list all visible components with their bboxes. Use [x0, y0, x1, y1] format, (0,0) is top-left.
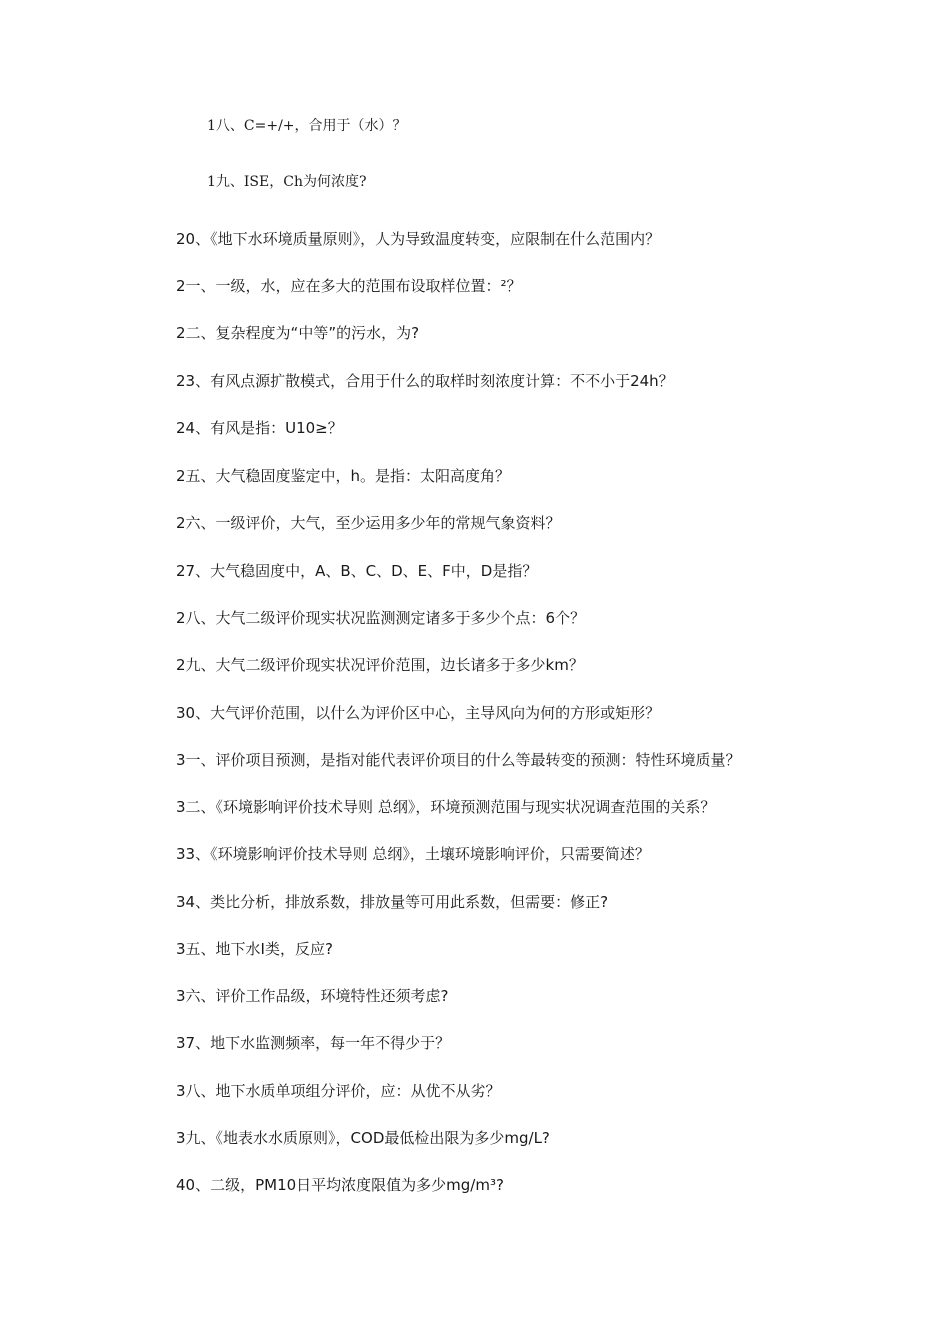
question-26: 2六、一级评价，大气，至少运用多少年的常规气象资料？	[176, 514, 561, 532]
question-28: 2八、大气二级评价现实状况监测测定诸多于多少个点：6个？	[176, 609, 586, 627]
question-19: 1九、ISE，Ch为何浓度?	[207, 174, 367, 190]
question-29: 2九、大气二级评价现实状况评价范围，边长诸多于多少km？	[176, 656, 584, 674]
question-22: 2二、复杂程度为“中等”的污水，为?	[176, 324, 420, 342]
question-21: 2一、一级，水，应在多大的范围布设取样位置：²？	[176, 277, 522, 295]
question-31: 3一、评价项目预测，是指对能代表评价项目的什么等最转变的预测：特性环境质量？	[176, 751, 741, 769]
question-35: 3五、地下水Ⅰ类，反应?	[176, 940, 333, 958]
question-36: 3六、评价工作品级，环境特性还须考虑?	[176, 987, 449, 1005]
question-32: 3二、《环境影响评价技术导则 总纲》，环境预测范围与现实状况调查范围的关系？	[176, 798, 716, 816]
question-39: 3九、《地表水水质原则》，COD最低检出限为多少mg/L?	[176, 1129, 550, 1147]
question-34: 34、类比分析，排放系数，排放量等可用此系数，但需要：修正?	[176, 893, 609, 911]
question-40: 40、二级，PM10日平均浓度限值为多少mg/m³?	[176, 1176, 504, 1194]
question-24: 24、有风是指：U10≥？	[176, 419, 343, 437]
question-38: 3八、地下水质单项组分评价，应：从优不从劣？	[176, 1082, 501, 1100]
question-18: 1八、C=+/+，合用于（水）？	[207, 118, 407, 134]
question-30: 30、大气评价范围，以什么为评价区中心，主导风向为何的方形或矩形？	[176, 704, 661, 722]
question-33: 33、《环境影响评价技术导则 总纲》，土壤环境影响评价，只需要简述？	[176, 845, 650, 863]
question-25: 2五、大气稳固度鉴定中，h。是指：太阳高度角？	[176, 467, 511, 485]
question-23: 23、有风点源扩散模式，合用于什么的取样时刻浓度计算：不不小于24h？	[176, 372, 674, 390]
question-27: 27、大气稳固度中，A、B、C、D、E、F中，D是指？	[176, 562, 538, 580]
question-37: 37、地下水监测频率，每一年不得少于？	[176, 1034, 451, 1052]
question-20: 20、《地下水环境质量原则》，人为导致温度转变，应限制在什么范围内？	[176, 230, 661, 248]
